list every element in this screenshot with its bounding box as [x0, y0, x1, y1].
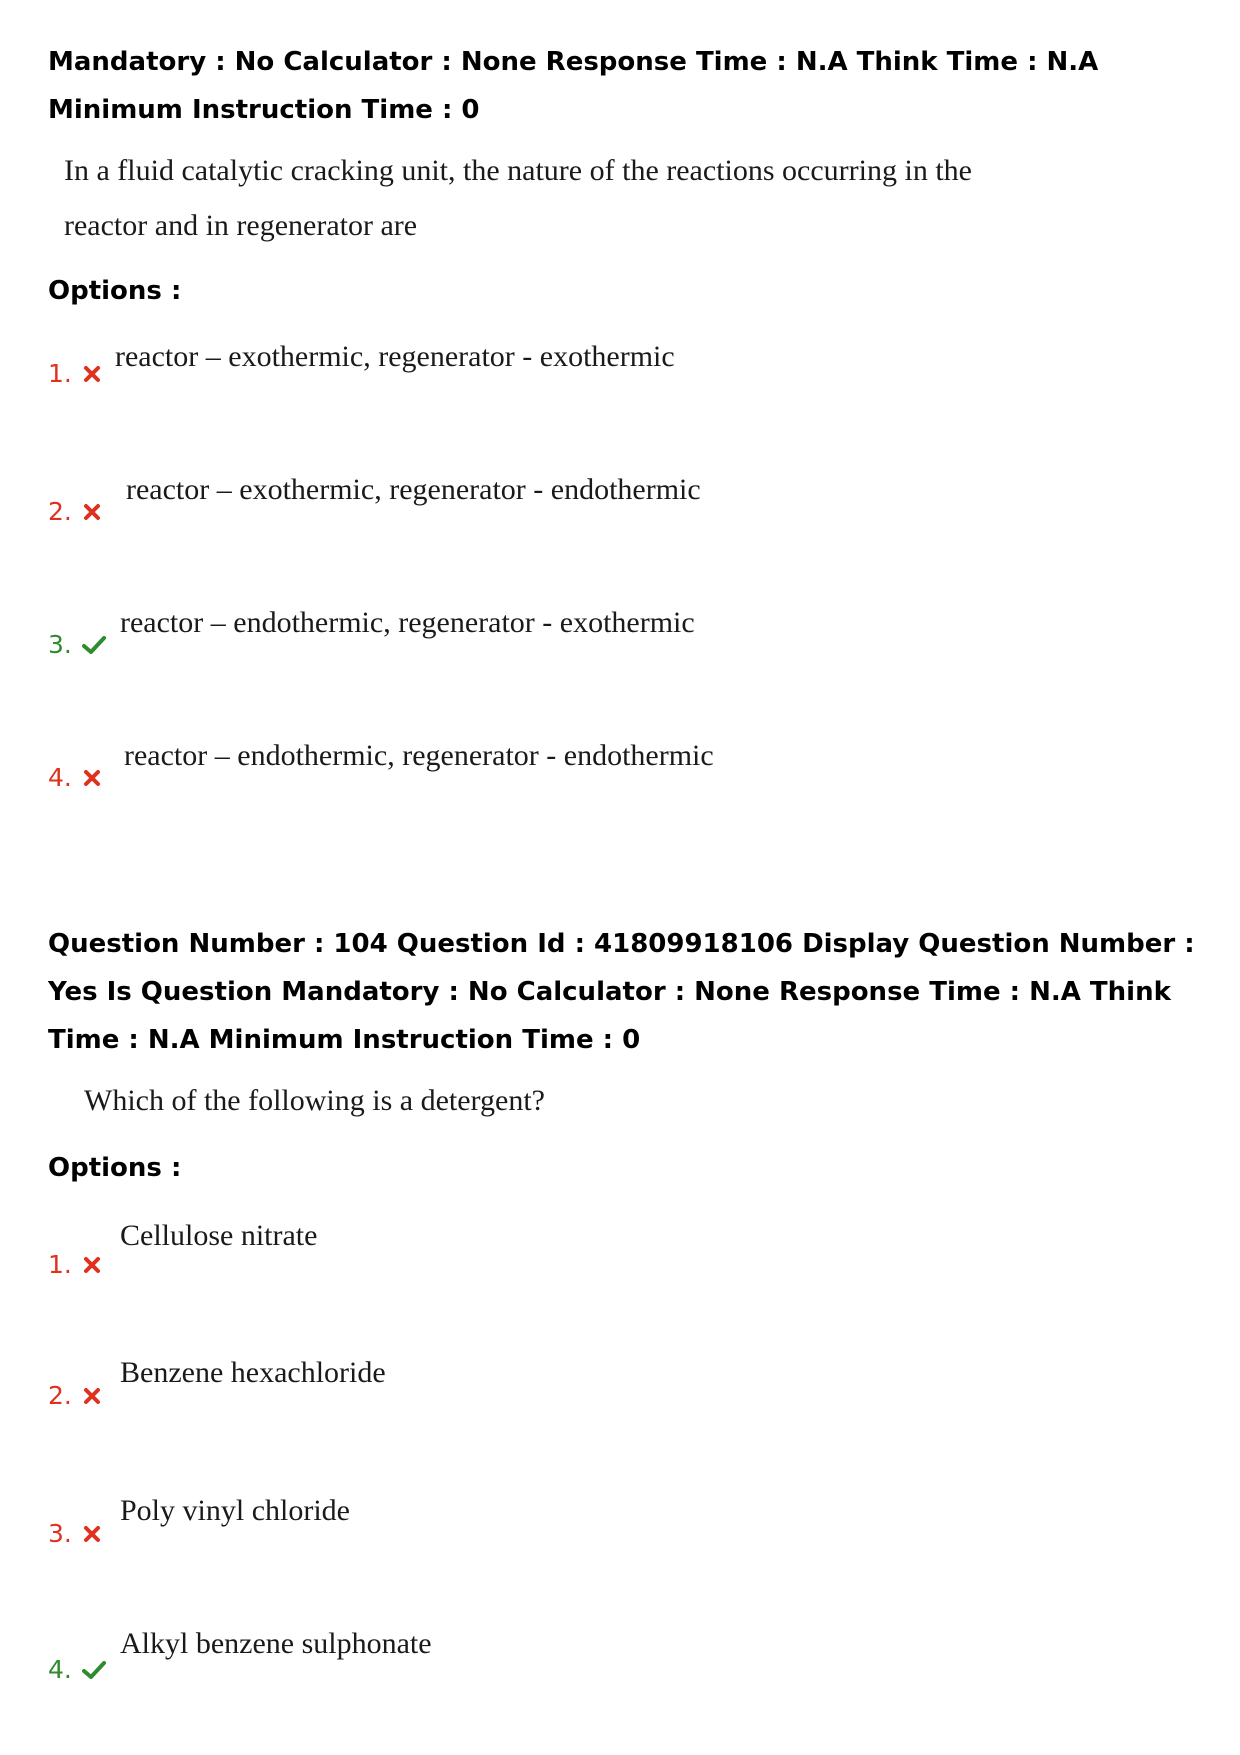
cross-icon: [82, 364, 102, 384]
question-meta: Question Number : 104 Question Id : 41809918106 Display Question Number : Yes Is Question Mandatory : No Calculator : None Response Time : N.A Think Time : N.A Minimum Instruction Time : 0: [48, 929, 1195, 1055]
check-icon: [82, 1660, 106, 1680]
option-number: 2.: [48, 497, 72, 526]
option-number: 3.: [48, 1519, 72, 1548]
options-heading: Options :: [48, 276, 182, 306]
options-heading: Options :: [48, 1153, 182, 1183]
option-1-text[interactable]: Cellulose nitrate: [120, 1219, 318, 1252]
option-1-marker: [48, 1250, 102, 1279]
option-2-text[interactable]: reactor – exothermic, regenerator - endothermic: [126, 473, 701, 506]
cross-icon: [82, 1386, 102, 1406]
option-2-text[interactable]: Benzene hexachloride: [120, 1356, 386, 1389]
option-4-text[interactable]: Alkyl benzene sulphonate: [120, 1627, 432, 1660]
option-number: 3.: [48, 630, 72, 659]
option-1-marker: [48, 359, 102, 388]
question-meta: Mandatory : No Calculator : None Response Time : N.A Think Time : N.A Minimum Instruction Time : 0: [48, 47, 1099, 125]
option-4-text[interactable]: reactor – endothermic, regenerator - endothermic: [124, 739, 714, 772]
option-3-marker: [48, 630, 106, 659]
question-text-line-1: In a fluid catalytic cracking unit, the nature of the reactions occurring in the: [64, 154, 972, 187]
option-3-text[interactable]: Poly vinyl chloride: [120, 1494, 350, 1527]
question-text-line-1: Which of the following is a detergent?: [84, 1084, 545, 1117]
cross-icon: [82, 1255, 102, 1275]
option-number: 4.: [48, 763, 72, 792]
option-4-marker: [48, 763, 102, 792]
option-number: 4.: [48, 1655, 72, 1684]
option-2-marker: [48, 497, 102, 526]
option-number: 2.: [48, 1381, 72, 1410]
option-number: 1.: [48, 1250, 72, 1279]
option-2-marker: [48, 1381, 102, 1410]
cross-icon: [82, 502, 102, 522]
cross-icon: [82, 768, 102, 788]
check-icon: [82, 635, 106, 655]
option-4-marker: [48, 1655, 106, 1684]
cross-icon: [82, 1524, 102, 1544]
option-3-marker: [48, 1519, 102, 1548]
option-1-text[interactable]: reactor – exothermic, regenerator - exothermic: [115, 340, 675, 373]
question-text-line-2: reactor and in regenerator are: [64, 209, 418, 242]
option-3-text[interactable]: reactor – endothermic, regenerator - exothermic: [120, 606, 695, 639]
option-number: 1.: [48, 359, 72, 388]
